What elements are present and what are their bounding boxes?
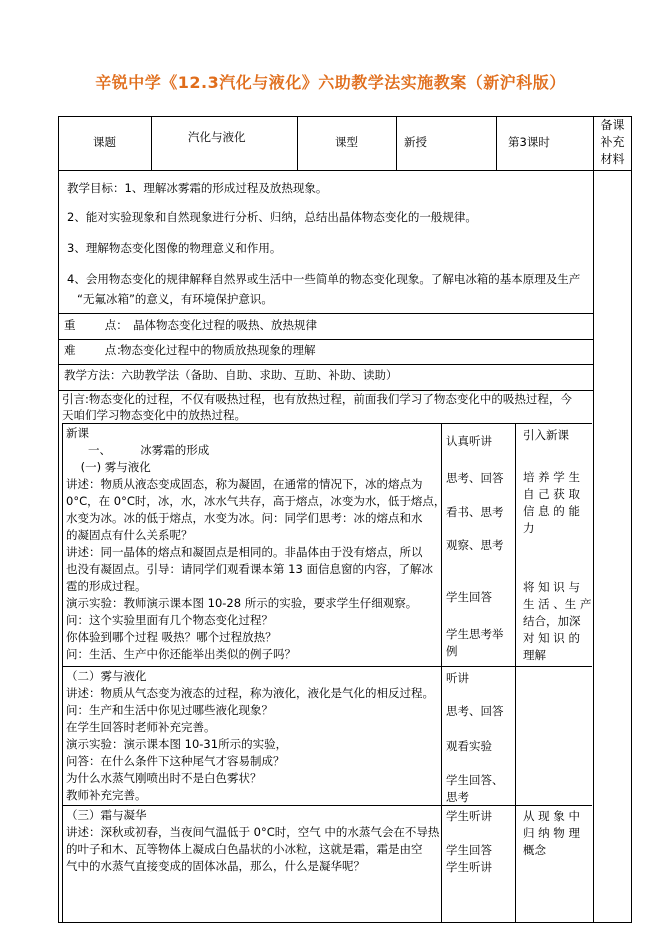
section1-line: 你体验到哪个过程 吸热？哪个过程放热？ [66, 630, 277, 644]
activity-item: 思考、回答 [446, 471, 504, 485]
activity-item: 观察、思考 [446, 538, 504, 552]
section3-line: （三）霜与凝华 [66, 808, 147, 822]
section2-line: 教师补充完善。 [66, 788, 147, 802]
note-item: 信 息 的 能 [523, 504, 580, 518]
activity-item: 学生回答 [446, 843, 492, 857]
section1-line: 也没有凝固点。引导：请同学们观看课本第 13 面信息窗的内容，了解冰 [66, 562, 433, 576]
objective-line: “无氟冰箱”的意义，有环境保护意识。 [77, 292, 273, 306]
objective-line: 教学目标：1、理解冰雾霜的形成过程及放热现象。 [67, 181, 328, 195]
section1-line: 讲述：同一晶体的熔点和凝固点是相同的。非晶体由于没有熔点，所以 [66, 545, 423, 559]
difficulty-text: 物态变化过程中的物质放热现象的理解 [120, 343, 316, 357]
intro-line: 天咱们学习物态变化中的放热过程。 [62, 408, 246, 422]
objective-line: 4、会用物态变化的规律解释自然界或生活中一些简单的物态变化现象。了解电冰箱的基本原理及生产 [67, 272, 581, 286]
document-title: 辛锐中学《12.3汽化与液化》六助教学法实施教案（新沪科版） [95, 73, 566, 92]
activity-item: 听讲 [446, 671, 469, 685]
objective-line: 3、理解物态变化图像的物理意义和作用。 [67, 241, 282, 255]
section1-line: 0°C，在 0°C时，冰，水，冰水气共存，高于熔点，冰变为水，低于熔点， [66, 494, 446, 508]
note-item: 结合，加深 [523, 614, 581, 628]
activity-item: 例 [446, 644, 458, 658]
section2-line: 问答：在什么条件下这种尾气才容易制成？ [66, 754, 285, 768]
note-item: 引入新课 [523, 428, 569, 442]
teaching-method: 教学方法：六助教学法（备助、自助、求助、互助、补助、读助） [64, 368, 398, 382]
note-item: 理解 [523, 648, 546, 662]
supplement-line-2: 补充 [600, 135, 625, 149]
note-item: 力 [523, 521, 535, 535]
key-point-label: 重 点： [64, 318, 128, 332]
intro-line: 引言:物态变化的过程，不仅有吸热过程，也有放热过程，前面我们学习了物态变化中的吸热过程，今 [62, 392, 572, 406]
activity-item: 学生回答、 [446, 773, 504, 787]
section1-line: 演示实验：教师演示课本图 10-28 所示的实验，要求学生仔细观察。 [66, 596, 418, 610]
activity-item: 思考 [446, 790, 469, 804]
activity-item: 看书、思考 [446, 505, 504, 519]
note-item: 概念 [523, 843, 546, 857]
section2-line: 在学生回答时老师补充完善。 [66, 720, 216, 734]
activity-item: 学生听讲 [446, 809, 492, 823]
section2-line: 演示实验：演示课本图 10-31所示的实验， [66, 737, 288, 751]
header-type-label: 课型 [335, 135, 358, 149]
section1-line: 一、 冰雾霜的形成 [88, 443, 210, 457]
section2-line: 讲述：物质从气态变为液态的过程，称为液化，液化是气化的相反过程。 [66, 686, 434, 700]
header-period: 第3课时 [508, 135, 550, 149]
section1-line: 新课 [66, 426, 89, 440]
note-item: 自 己 获 取 [523, 487, 580, 501]
supplement-line-3: 材料 [600, 152, 625, 166]
section3-line: 气中的水蒸气直接变成的固体冰晶，那么，什么是凝华呢？ [66, 859, 365, 873]
objective-line: 2、能对实验现象和自然现象进行分析、归纳，总结出晶体物态变化的一般规律。 [67, 210, 477, 224]
section1-line: 雹的形成过程。 [66, 579, 147, 593]
activity-item: 观看实验 [446, 739, 492, 753]
note-item: 对 知 识 的 [523, 631, 580, 645]
section1-line: 问：这个实验里面有几个物态变化过程？ [66, 613, 273, 627]
section1-line: (一) 雾与液化 [66, 460, 151, 474]
section2-line: （二）雾与液化 [66, 669, 147, 683]
note-item: 生 活 、生 产 [523, 597, 592, 611]
section1-line: 水变为冰。冰的低于熔点，水变为冰。问：同学们思考：冰的熔点和水 [66, 511, 423, 525]
supplement-line-1: 备课 [600, 118, 625, 132]
note-item: 培 养 学 生 [523, 470, 580, 484]
section2-line: 问：生产和生活中你见过哪些液化现象？ [66, 703, 273, 717]
header-subject-value: 汽化与液化 [188, 130, 246, 144]
section1-line: 的凝固点有什么关系呢？ [66, 528, 193, 542]
section3-line: 讲述：深秋或初春，当夜间气温低于 0°C时，空气 中的水蒸气会在不导热 [66, 825, 440, 839]
difficulty-label: 难 点： [64, 343, 128, 357]
activity-item: 学生思考举 [446, 627, 504, 641]
header-subject-label: 课题 [93, 135, 116, 149]
activity-item: 认真听讲 [446, 434, 492, 448]
section3-line: 的叶子和木、瓦等物体上凝成白色晶状的小冰粒，这就是霜，霜是由空 [66, 842, 423, 856]
header-type-value: 新授 [404, 135, 427, 149]
activity-item: 学生听讲 [446, 860, 492, 874]
section2-line: 为什么水蒸气刚喷出时不是白色雾状？ [66, 771, 262, 785]
note-item: 将 知 识 与 [523, 580, 580, 594]
section1-line: 讲述：物质从液态变成固态，称为凝固，在通常的情况下，冰的熔点为 [66, 477, 423, 491]
section1-line: 问：生活、生产中你还能举出类似的例子吗？ [66, 647, 296, 661]
activity-item: 思考、回答 [446, 704, 504, 718]
header-supplement-label [594, 117, 631, 168]
key-point-text: 晶体物态变化过程的吸热、放热规律 [133, 318, 317, 332]
note-item: 归 纳 物 理 [523, 826, 580, 840]
activity-item: 学生回答 [446, 590, 492, 604]
note-item: 从 现 象 中 [523, 809, 580, 823]
